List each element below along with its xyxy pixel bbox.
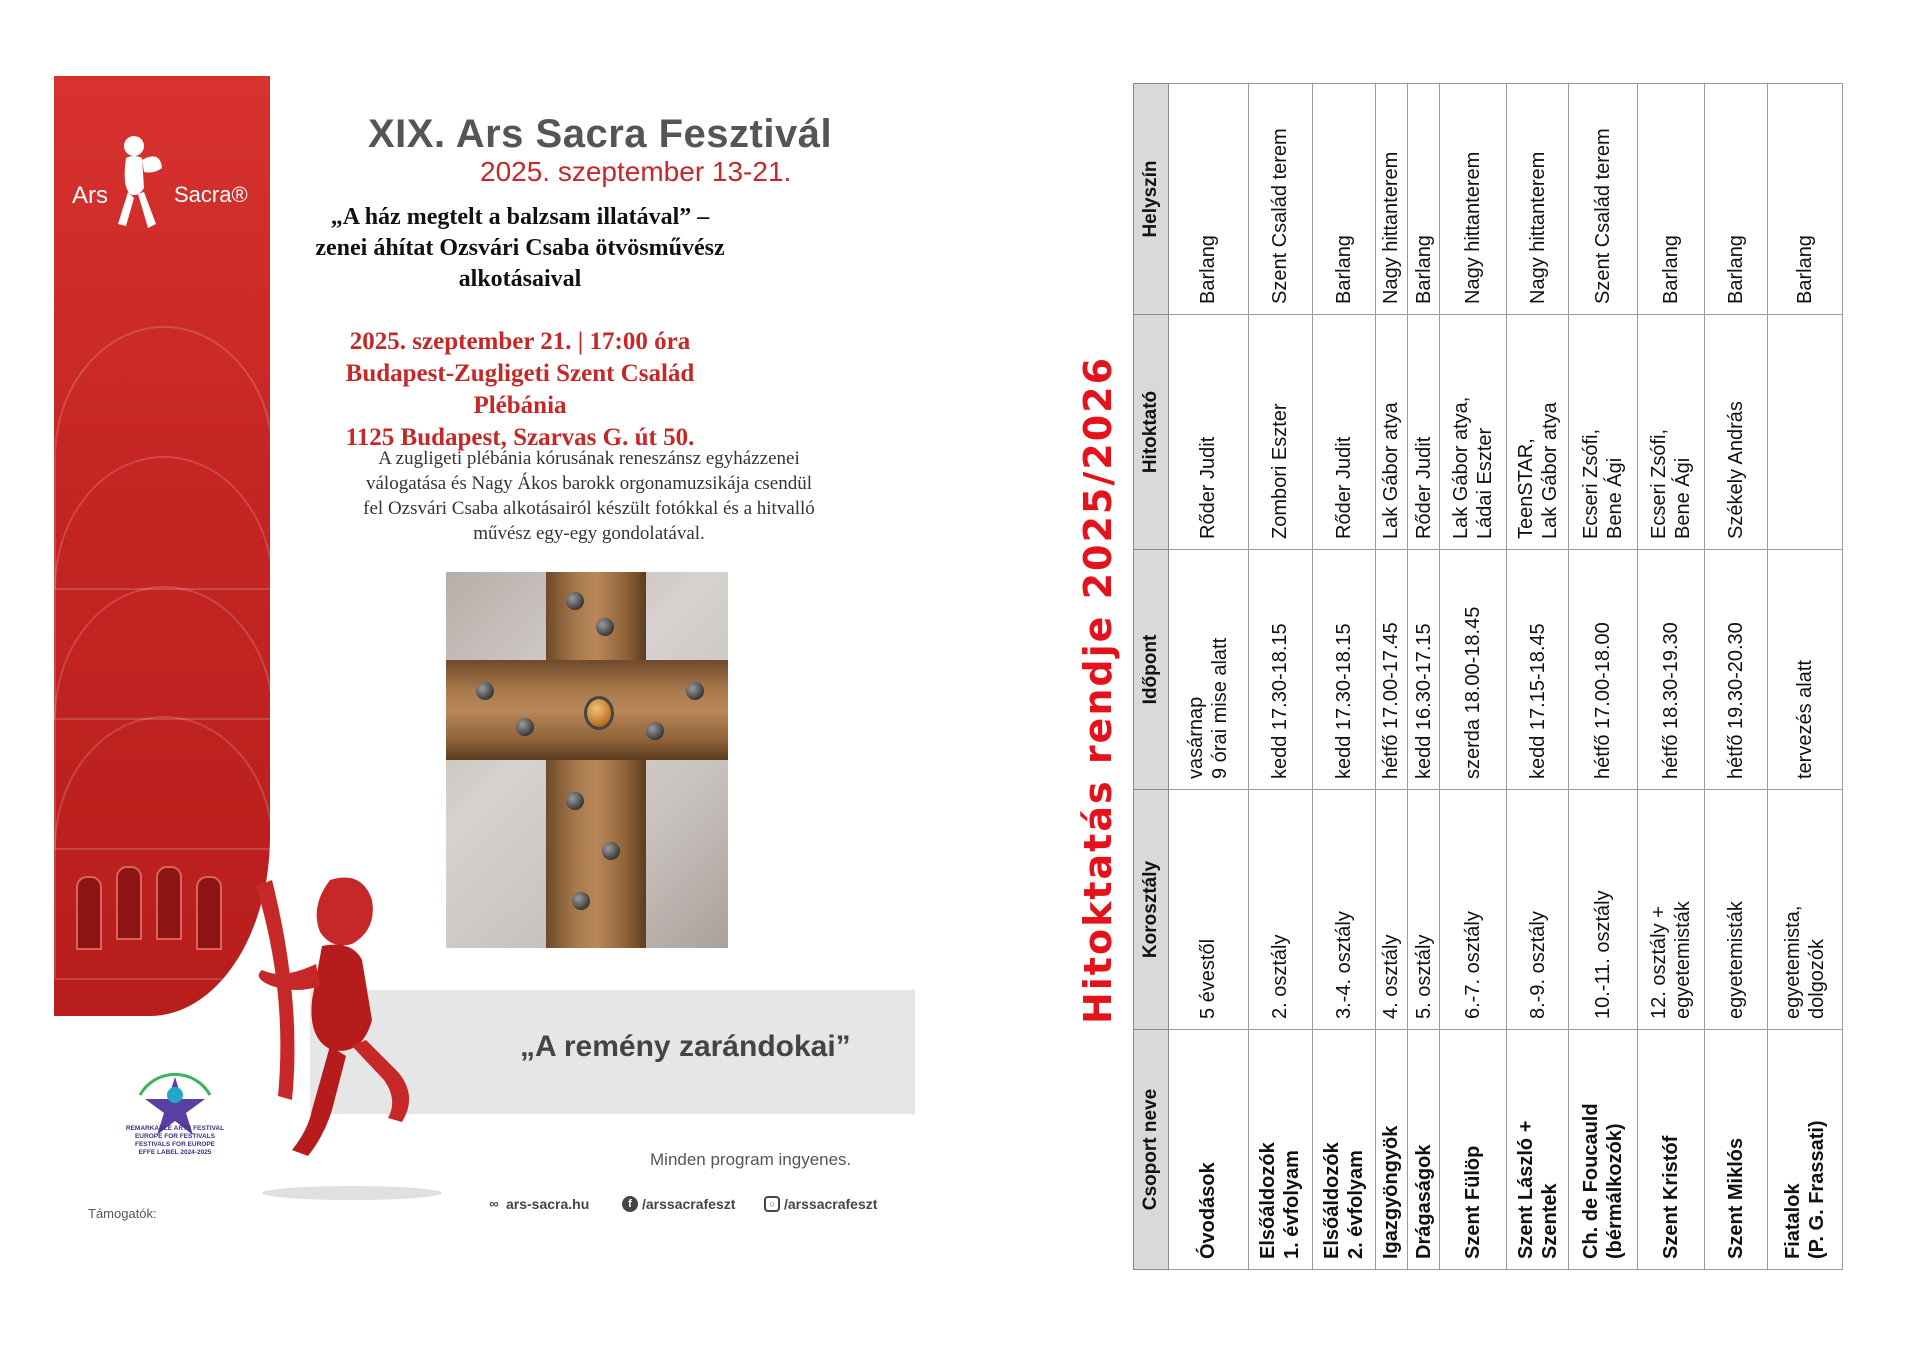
event-venue: Budapest-Zugligeti Szent Család Plébánia — [345, 360, 695, 419]
time-cell — [1705, 550, 1767, 790]
group-cell — [1313, 1030, 1375, 1270]
cell-text: Barlang — [1332, 235, 1355, 304]
cell-text: Székely András — [1724, 401, 1747, 539]
grape-ornament — [572, 892, 590, 910]
age-cell — [1313, 790, 1375, 1030]
group-cell — [1767, 1030, 1842, 1270]
place-cell — [1375, 84, 1407, 315]
table-body — [1169, 84, 1843, 1270]
free-program-note: Minden program ingyenes. — [650, 1150, 852, 1169]
cell-text: kedd 16.30-17.15 — [1412, 623, 1435, 779]
teacher-cell — [1767, 315, 1842, 550]
table-row — [1440, 84, 1507, 1270]
schedule-heading: Hitoktatás rendje 2025/2026 — [1076, 355, 1120, 1025]
teacher-cell — [1440, 315, 1507, 550]
group-cell — [1569, 1030, 1638, 1270]
cell-text: Lak Gábor atya, — [1450, 396, 1473, 539]
table-row — [1638, 84, 1705, 1270]
festival-dates: 2025. szeptember 13-21. — [480, 156, 792, 187]
cell-text: Drágaságok — [1412, 1144, 1435, 1259]
cell-text: Rőder Judit — [1197, 436, 1220, 539]
teacher-cell — [1408, 315, 1440, 550]
facebook-icon: f — [622, 1196, 638, 1212]
group-cell — [1507, 1030, 1569, 1270]
description-line: művész egy-egy gondolatával. — [473, 523, 705, 544]
event-info — [300, 326, 740, 454]
cell-text: egyetemisták — [1724, 901, 1747, 1019]
cell-text: Lak Gábor atya — [1538, 402, 1561, 539]
cherub-logo-icon — [104, 128, 164, 238]
column-header-place: Helyszín — [1134, 84, 1169, 315]
cell-text: Szent Kristóf — [1660, 1135, 1683, 1259]
cell-text: Nagy hittanterem — [1462, 151, 1485, 304]
time-cell — [1569, 550, 1638, 790]
age-cell — [1248, 790, 1313, 1030]
table-row — [1169, 84, 1249, 1270]
event-title-line: „A ház megtelt a balzsam illatával” – — [330, 204, 710, 230]
event-title — [300, 202, 740, 295]
grape-ornament — [602, 842, 620, 860]
cell-text: 10.-11. osztály — [1592, 890, 1615, 1019]
motto-text: „A remény zarándokai” — [520, 1030, 851, 1063]
logo-text-ars: Ars — [72, 182, 108, 209]
place-cell — [1440, 84, 1507, 315]
effe-line: FESTIVALS FOR EUROPE — [134, 1141, 216, 1148]
group-cell — [1638, 1030, 1705, 1270]
table-header-row — [1134, 84, 1169, 1270]
place-cell — [1248, 84, 1313, 315]
church-window — [76, 876, 102, 950]
cell-text: Barlang — [1724, 235, 1747, 304]
cell-text: Igazgyöngyök — [1380, 1125, 1403, 1259]
cell-text: Óvodások — [1197, 1162, 1220, 1259]
cell-text: Lak Gábor atya — [1380, 402, 1403, 539]
church-window — [116, 866, 142, 940]
event-date-time: 2025. szeptember 21. | 17:00 óra — [349, 328, 691, 355]
festival-poster — [0, 0, 940, 1356]
effe-line: EFFE LABEL 2024-2025 — [138, 1149, 212, 1156]
teacher-cell — [1705, 315, 1767, 550]
group-cell — [1169, 1030, 1249, 1270]
cell-text: Barlang — [1412, 235, 1435, 304]
cell-text: 8.-9. osztály — [1526, 911, 1549, 1019]
table-row — [1569, 84, 1638, 1270]
cell-text: Szentek — [1538, 1183, 1561, 1259]
social-instagram-label: /arssacrafeszt — [784, 1196, 878, 1212]
cell-text: Fiatalok — [1781, 1183, 1804, 1259]
time-cell — [1408, 550, 1440, 790]
table-row — [1375, 84, 1407, 1270]
sponsors-label: Támogatók: — [88, 1206, 157, 1221]
cell-text: Szent Miklós — [1724, 1137, 1747, 1259]
cell-text: 12. osztály + — [1648, 906, 1671, 1019]
cell-text: Barlang — [1793, 235, 1816, 304]
table-row — [1408, 84, 1440, 1270]
age-cell — [1507, 790, 1569, 1030]
cell-text: vasárnap — [1185, 696, 1208, 779]
effe-arc-text: REMARKABLE ARTS FESTIVAL — [125, 1125, 225, 1132]
cell-text: Ecseri Zsófi, — [1648, 428, 1671, 539]
column-header-age: Korosztály — [1134, 790, 1169, 1030]
grape-ornament — [596, 618, 614, 636]
cell-text: Elsőáldozók — [1320, 1142, 1343, 1259]
cell-text: Bene Ági — [1672, 457, 1695, 539]
cell-text: Bene Ági — [1604, 457, 1627, 539]
place-cell — [1313, 84, 1375, 315]
cherub-shadow — [262, 1186, 442, 1200]
age-cell — [1408, 790, 1440, 1030]
cell-text: 2. évfolyam — [1344, 1150, 1367, 1259]
group-cell — [1705, 1030, 1767, 1270]
cell-text: Szent Fülöp — [1462, 1145, 1485, 1259]
cell-text: hétfő 19.30-20.30 — [1724, 622, 1747, 779]
cell-text: Zombori Eszter — [1269, 403, 1292, 539]
description-line: válogatása és Nagy Ákos barokk orgonamuzsikája csendül — [365, 473, 813, 494]
cell-text: dolgozók — [1805, 938, 1828, 1019]
cell-text: Nagy hittanterem — [1526, 151, 1549, 304]
cell-text: egyetemista, — [1781, 905, 1804, 1019]
column-header-teacher: Hitoktató — [1134, 315, 1169, 550]
cell-text: hétfő 17.00-18.00 — [1592, 622, 1615, 779]
cell-text: hétfő 18.30-19.30 — [1660, 622, 1683, 779]
teacher-cell — [1569, 315, 1638, 550]
teacher-cell — [1638, 315, 1705, 550]
link-icon: ∞ — [489, 1196, 499, 1211]
social-facebook-label: /arssacrafeszt — [642, 1196, 736, 1212]
cell-text: Szent László + — [1514, 1120, 1537, 1259]
cell-text: Barlang — [1197, 235, 1220, 304]
group-cell — [1440, 1030, 1507, 1270]
effe-line: EUROPE FOR FESTIVALS — [134, 1133, 216, 1140]
column-header-time: Időpont — [1134, 550, 1169, 790]
schedule-table-wrapper — [1133, 84, 1843, 1270]
age-cell — [1375, 790, 1407, 1030]
group-cell — [1248, 1030, 1313, 1270]
description-line: A zugligeti plébánia kórusának reneszánsz egyházzenei — [378, 448, 800, 469]
place-cell — [1705, 84, 1767, 315]
event-title-line: alkotásaival — [458, 266, 582, 292]
cross-photo — [446, 572, 728, 948]
cell-text: 5. osztály — [1412, 934, 1435, 1019]
grape-ornament — [516, 718, 534, 736]
cross-gem — [584, 696, 614, 730]
table-row — [1767, 84, 1842, 1270]
cell-text: kedd 17.30-18.15 — [1332, 623, 1355, 779]
table-row — [1313, 84, 1375, 1270]
schedule-table — [1133, 83, 1843, 1270]
cell-text: kedd 17.30-18.15 — [1269, 623, 1292, 779]
church-window — [156, 866, 182, 940]
cell-text: Ch. de Foucauld — [1580, 1103, 1603, 1259]
cell-text: Rőder Judit — [1412, 436, 1435, 539]
cell-text: Rőder Judit — [1332, 436, 1355, 539]
place-cell — [1767, 84, 1842, 315]
grape-ornament — [566, 592, 584, 610]
cell-text: Szent Család terem — [1269, 128, 1292, 304]
festival-title: XIX. Ars Sacra Fesztivál — [368, 112, 833, 156]
cell-text: 5 évestől — [1197, 938, 1220, 1019]
time-cell — [1767, 550, 1842, 790]
cell-text: Szent Család terem — [1592, 128, 1615, 304]
age-cell — [1169, 790, 1249, 1030]
group-cell — [1408, 1030, 1440, 1270]
place-cell — [1569, 84, 1638, 315]
time-cell — [1248, 550, 1313, 790]
cell-text: 9 órai mise alatt — [1209, 637, 1232, 779]
cell-text: Barlang — [1660, 235, 1683, 304]
teacher-cell — [1248, 315, 1313, 550]
cell-text: 6.-7. osztály — [1462, 911, 1485, 1019]
time-cell — [1169, 550, 1249, 790]
grape-ornament — [686, 682, 704, 700]
logo-text-sacra: Sacra® — [174, 182, 248, 207]
table-row — [1507, 84, 1569, 1270]
effe-label-text — [120, 1125, 230, 1157]
teacher-cell — [1507, 315, 1569, 550]
cell-text: TeenSTAR, — [1514, 438, 1537, 539]
time-cell — [1507, 550, 1569, 790]
cell-text: egyetemisták — [1672, 901, 1695, 1019]
cell-text: Ládai Eszter — [1474, 427, 1497, 539]
age-cell — [1638, 790, 1705, 1030]
time-cell — [1638, 550, 1705, 790]
cell-text: Elsőáldozók — [1257, 1142, 1280, 1259]
event-address: 1125 Budapest, Szarvas G. út 50. — [345, 424, 695, 451]
grape-ornament — [646, 722, 664, 740]
column-header-group: Csoport neve — [1134, 1030, 1169, 1270]
age-cell — [1705, 790, 1767, 1030]
social-website-label: ars-sacra.hu — [506, 1196, 590, 1212]
cell-text: tervezés alatt — [1793, 660, 1816, 779]
cell-text: szerda 18.00-18.45 — [1462, 606, 1485, 779]
cell-text: Ecseri Zsófi, — [1580, 428, 1603, 539]
cell-text: hétfő 17.00-17.45 — [1380, 622, 1403, 779]
time-cell — [1440, 550, 1507, 790]
place-cell — [1507, 84, 1569, 315]
description-line: fel Ozsvári Csaba alkotásairól készült fotókkal és a hitvalló — [363, 498, 815, 519]
teacher-cell — [1169, 315, 1249, 550]
cell-text: 2. osztály — [1269, 934, 1292, 1019]
group-cell — [1375, 1030, 1407, 1270]
grape-ornament — [476, 682, 494, 700]
event-title-line: zenei áhítat Ozsvári Csaba ötvösművész — [315, 235, 725, 261]
time-cell — [1375, 550, 1407, 790]
social-instagram[interactable] — [764, 1196, 877, 1212]
place-cell — [1638, 84, 1705, 315]
social-facebook[interactable] — [622, 1196, 735, 1212]
age-cell — [1440, 790, 1507, 1030]
age-cell — [1767, 790, 1842, 1030]
social-website[interactable] — [486, 1196, 589, 1212]
place-cell — [1408, 84, 1440, 315]
place-cell — [1169, 84, 1249, 315]
cell-text: kedd 17.15-18.45 — [1526, 623, 1549, 779]
instagram-icon: ○ — [764, 1196, 780, 1212]
cherub-silhouette-icon — [212, 860, 452, 1170]
table-row — [1248, 84, 1313, 1270]
teacher-cell — [1375, 315, 1407, 550]
schedule-table-rotated — [1133, 84, 1843, 1270]
cell-text: 4. osztály — [1380, 934, 1403, 1019]
cell-text: 3.-4. osztály — [1332, 911, 1355, 1019]
age-cell — [1569, 790, 1638, 1030]
event-description — [314, 446, 864, 546]
table-row — [1705, 84, 1767, 1270]
teacher-cell — [1313, 315, 1375, 550]
cell-text: 1. évfolyam — [1281, 1150, 1304, 1259]
cell-text: (P. G. Frassati) — [1805, 1120, 1828, 1259]
time-cell — [1313, 550, 1375, 790]
cell-text: Nagy hittanterem — [1380, 151, 1403, 304]
grape-ornament — [566, 792, 584, 810]
cell-text: (bérmálkozók) — [1604, 1123, 1627, 1259]
